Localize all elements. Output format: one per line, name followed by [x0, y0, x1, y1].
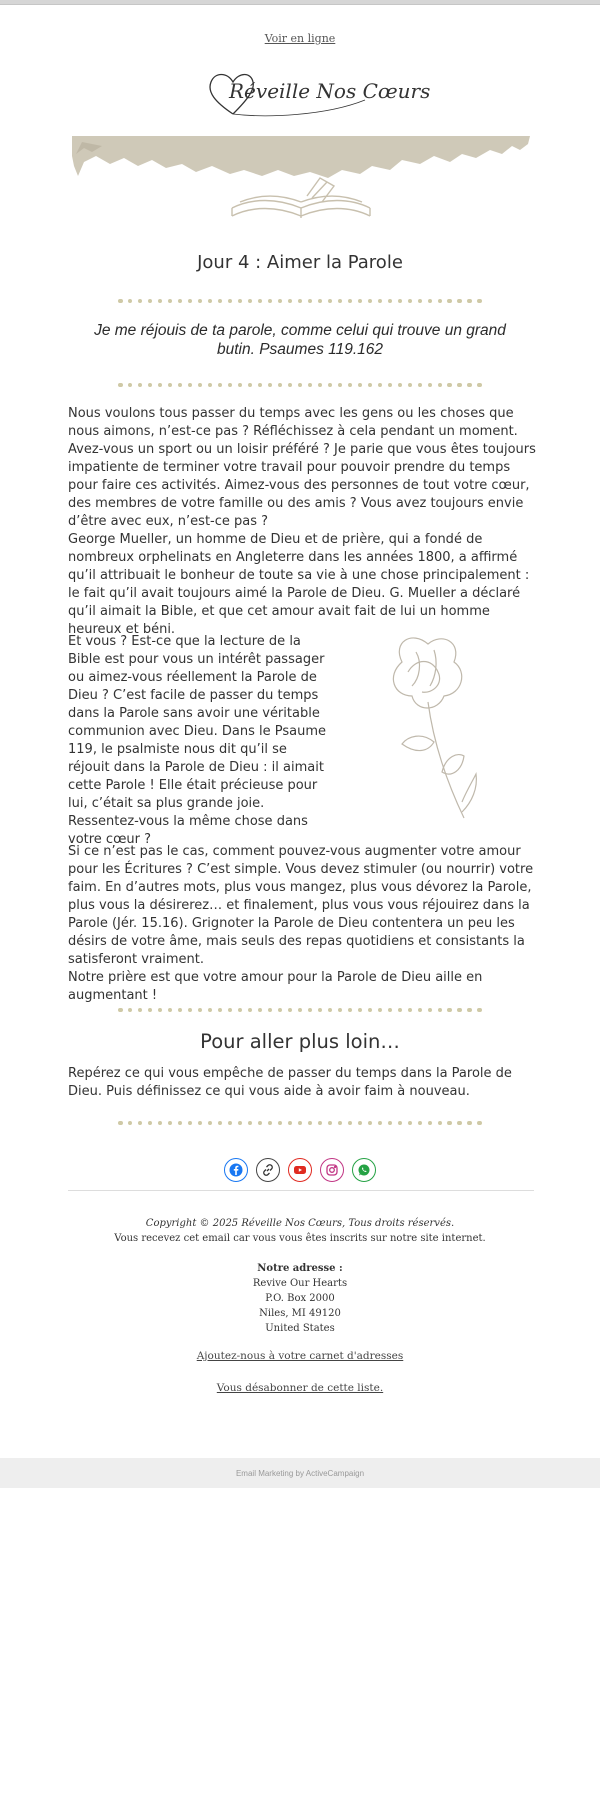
divider-dot — [447, 1008, 452, 1013]
divider-dot — [128, 1008, 133, 1013]
divider-dot — [358, 383, 363, 388]
divider-dot — [368, 383, 373, 388]
divider-dot — [258, 1008, 263, 1013]
divider-dot — [198, 1008, 203, 1013]
divider-dot — [408, 299, 413, 304]
divider-dot — [258, 299, 263, 304]
divider-dot — [428, 1121, 433, 1126]
divider-dot — [308, 299, 313, 304]
divider-dot — [338, 1121, 343, 1126]
divider-dot — [208, 1008, 213, 1013]
divider-dot — [358, 1121, 363, 1126]
divider-dot — [278, 299, 283, 304]
divider-dot — [358, 299, 363, 304]
divider-dot — [148, 1121, 153, 1126]
divider-dot — [348, 299, 353, 304]
dotted-divider — [118, 298, 482, 304]
divider-dot — [477, 383, 482, 388]
divider-dot — [368, 1121, 373, 1126]
dotted-divider — [118, 1120, 482, 1126]
divider-dot — [398, 1121, 403, 1126]
divider-dot — [318, 1008, 323, 1013]
divider-dot — [467, 299, 472, 304]
divider-dot — [467, 1121, 472, 1126]
divider-dot — [278, 383, 283, 388]
divider-dot — [138, 383, 143, 388]
instagram-icon[interactable] — [320, 1158, 344, 1182]
divider-dot — [178, 299, 183, 304]
divider-dot — [308, 1121, 313, 1126]
divider-dot — [438, 383, 443, 388]
divider-dot — [318, 299, 323, 304]
divider-dot — [228, 1008, 233, 1013]
body-paragraph-5: Notre prière est que votre amour pour la Parole de Dieu aille en augmentant ! — [68, 970, 483, 1003]
flower-illustration — [372, 632, 502, 824]
further-paragraph: Repérez ce qui vous empêche de passer du temps dans la Parole de Dieu. Puis définissez ce qui vous aide à avoir faim à nouveau. — [68, 1066, 512, 1099]
divider-dot — [128, 383, 133, 388]
divider-dot — [228, 1121, 233, 1126]
divider-dot — [158, 299, 163, 304]
divider-dot — [477, 1008, 482, 1013]
divider-dot — [398, 299, 403, 304]
body-paragraph-2: George Mueller, un homme de Dieu et de prière, qui a fondé de nombreux orphelinats en Angleterre dans les années 1800, a affirmé qu’il attribuait le bonheur de toute sa vie à une chose principalement : le fait qu’il avait toujours aimé la Parole de Dieu. G. Mueller a déclaré qu’il aimait la Bible, et que cet amour avait fait de lui un homme heureux et béni. — [68, 532, 530, 637]
divider-dot — [148, 299, 153, 304]
divider-dot — [298, 299, 303, 304]
divider-dot — [278, 1008, 283, 1013]
divider-dot — [138, 1121, 143, 1126]
add-to-address-book-link[interactable]: Ajoutez-nous à votre carnet d'adresses — [196, 1350, 404, 1362]
divider-dot — [308, 1008, 313, 1013]
divider-dot — [457, 299, 462, 304]
divider-dot — [218, 299, 223, 304]
body-paragraph-4: Si ce n’est pas le cas, comment pouvez-vous augmenter votre amour pour les Écritures ? C’est simple. Vous devez stimuler (ou nourrir) votre faim. En d’autres mots, plus vous mangez, plus vous dévorez la Parole, plus vous la désirerez… et finalement, plus vous vous réjouirez dans la Parole (Jér. 15.16). Grignoter la Parole de Dieu contentera un peu les désirs de votre âme, mais seuls des repas quotidiens et consistants la satisferont vraiment. — [68, 844, 534, 967]
divider-dot — [188, 1121, 193, 1126]
divider-dot — [418, 383, 423, 388]
address-line: Niles, MI 49120 — [259, 1308, 341, 1319]
logo[interactable] — [205, 62, 431, 122]
divider-dot — [118, 1121, 123, 1126]
divider-dot — [168, 1008, 173, 1013]
divider-dot — [348, 1008, 353, 1013]
divider-dot — [338, 1008, 343, 1013]
divider-dot — [168, 299, 173, 304]
social-links — [0, 1158, 600, 1182]
facebook-icon[interactable] — [224, 1158, 248, 1182]
divider-dot — [398, 383, 403, 388]
divider-dot — [368, 299, 373, 304]
divider-dot — [188, 1008, 193, 1013]
divider-dot — [328, 299, 333, 304]
address-label: Notre adresse : — [257, 1263, 343, 1274]
divider-dot — [447, 383, 452, 388]
divider-dot — [158, 1121, 163, 1126]
divider-dot — [178, 383, 183, 388]
divider-dot — [348, 1121, 353, 1126]
address-line: P.O. Box 2000 — [265, 1293, 335, 1304]
divider-dot — [388, 1121, 393, 1126]
divider-dot — [388, 383, 393, 388]
footer-copyright: Copyright © 2025 Réveille Nos Cœurs, Tous droits réservés. — [145, 1218, 455, 1229]
divider-dot — [228, 299, 233, 304]
divider-dot — [238, 299, 243, 304]
divider-dot — [298, 383, 303, 388]
divider-dot — [318, 383, 323, 388]
divider-dot — [168, 383, 173, 388]
divider-dot — [378, 383, 383, 388]
divider-dot — [228, 383, 233, 388]
divider-dot — [398, 1008, 403, 1013]
divider-dot — [418, 1008, 423, 1013]
divider-dot — [248, 383, 253, 388]
divider-dot — [118, 1008, 123, 1013]
divider-dot — [378, 1121, 383, 1126]
divider-dot — [408, 1008, 413, 1013]
dotted-divider — [118, 382, 482, 388]
divider-dot — [248, 1008, 253, 1013]
top-border — [0, 0, 600, 5]
divider-dot — [338, 299, 343, 304]
divider-dot — [218, 1008, 223, 1013]
divider-dot — [408, 383, 413, 388]
divider-dot — [198, 383, 203, 388]
divider-dot — [358, 1008, 363, 1013]
divider-dot — [128, 299, 133, 304]
footer-reason: Vous recevez cet email car vous vous êtes inscrits sur notre site internet. — [114, 1233, 486, 1244]
link-icon[interactable] — [256, 1158, 280, 1182]
divider-dot — [238, 1121, 243, 1126]
divider-dot — [188, 383, 193, 388]
header-banner-illustration — [72, 136, 530, 226]
divider-dot — [268, 299, 273, 304]
divider-dot — [128, 1121, 133, 1126]
divider-dot — [208, 1121, 213, 1126]
divider-dot — [258, 383, 263, 388]
divider-dot — [148, 1008, 153, 1013]
page-title: Jour 4 : Aimer la Parole — [197, 252, 403, 273]
divider-dot — [477, 1121, 482, 1126]
divider-dot — [457, 383, 462, 388]
divider-dot — [168, 1121, 173, 1126]
divider-dot — [208, 299, 213, 304]
divider-dot — [238, 1008, 243, 1013]
divider-dot — [328, 1008, 333, 1013]
divider-dot — [288, 1008, 293, 1013]
divider-dot — [188, 299, 193, 304]
divider-dot — [158, 383, 163, 388]
divider-dot — [348, 383, 353, 388]
divider-dot — [158, 1008, 163, 1013]
address-line: United States — [265, 1323, 335, 1334]
divider-dot — [438, 1008, 443, 1013]
youtube-icon[interactable] — [288, 1158, 312, 1182]
scripture-verse: Je me réjouis de ta parole, comme celui qui trouve un grand butin. Psaumes 119.162 — [94, 322, 506, 358]
divider-dot — [208, 383, 213, 388]
divider-dot — [178, 1121, 183, 1126]
divider-dot — [477, 299, 482, 304]
divider-dot — [447, 1121, 452, 1126]
divider-dot — [418, 299, 423, 304]
divider-dot — [198, 1121, 203, 1126]
divider-dot — [318, 1121, 323, 1126]
divider-dot — [298, 1008, 303, 1013]
divider-dot — [238, 383, 243, 388]
divider-dot — [457, 1121, 462, 1126]
address-line: Revive Our Hearts — [252, 1278, 348, 1289]
divider-dot — [388, 299, 393, 304]
view-online-link[interactable]: Voir en ligne — [264, 32, 336, 45]
divider-dot — [428, 383, 433, 388]
divider-dot — [428, 299, 433, 304]
section-title: Pour aller plus loin… — [200, 1030, 400, 1053]
divider-dot — [288, 299, 293, 304]
divider-dot — [298, 1121, 303, 1126]
divider-dot — [408, 1121, 413, 1126]
divider-dot — [268, 1121, 273, 1126]
divider-dot — [388, 1008, 393, 1013]
divider-dot — [138, 1008, 143, 1013]
divider-dot — [218, 1121, 223, 1126]
divider-dot — [438, 299, 443, 304]
logo-text: Réveille Nos Cœurs — [229, 79, 431, 103]
divider-dot — [248, 299, 253, 304]
divider-dot — [118, 299, 123, 304]
divider-dot — [268, 383, 273, 388]
whatsapp-icon[interactable] — [352, 1158, 376, 1182]
body-paragraph-3: Et vous ? Est-ce que la lecture de la Bible est pour vous un intérêt passager ou aimez-vous réellement la Parole de Dieu ? C’est facile de passer du temps dans la Parole sans avoir une véritable communion avec Dieu. Dans le Psaume 119, le psalmiste nous dit qu’il se réjouit dans la Parole de Dieu : il aimait cette Parole ! Elle était précieuse pour lui, c’était sa plus grande joie. Ressentez-vous la même chose dans votre cœur ? — [68, 634, 327, 847]
divider-dot — [378, 299, 383, 304]
unsubscribe-link[interactable]: Vous désabonner de cette liste. — [216, 1382, 384, 1394]
divider-dot — [378, 1008, 383, 1013]
divider-dot — [178, 1008, 183, 1013]
divider-dot — [218, 383, 223, 388]
divider-dot — [467, 383, 472, 388]
divider-dot — [428, 1008, 433, 1013]
footer-divider — [68, 1190, 534, 1191]
divider-dot — [457, 1008, 462, 1013]
divider-dot — [447, 299, 452, 304]
divider-dot — [148, 383, 153, 388]
divider-dot — [418, 1121, 423, 1126]
powered-by-link[interactable]: Email Marketing by ActiveCampaign — [235, 1468, 365, 1478]
divider-dot — [278, 1121, 283, 1126]
open-book-icon — [232, 178, 370, 218]
divider-dot — [368, 1008, 373, 1013]
divider-dot — [198, 299, 203, 304]
dotted-divider — [118, 1007, 482, 1013]
divider-dot — [338, 383, 343, 388]
divider-dot — [248, 1121, 253, 1126]
divider-dot — [258, 1121, 263, 1126]
divider-dot — [328, 383, 333, 388]
divider-dot — [268, 1008, 273, 1013]
body-paragraph-1: Nous voulons tous passer du temps avec les gens ou les choses que nous aimons, n’est-ce pas ? Réfléchissez à cela pendant un moment. Avez-vous un sport ou un loisir préféré ? Je parie que vous êtes toujours impatiente de terminer votre travail pour pouvoir prendre du temps pour faire ces activités. Aimez-vous des personnes de tout votre cœur, des membres de votre famille ou des amis ? Vous avez toujours envie d’être avec eux, n’est-ce pas ? — [68, 406, 536, 529]
divider-dot — [118, 383, 123, 388]
divider-dot — [438, 1121, 443, 1126]
powered-by-bar — [0, 1458, 600, 1488]
divider-dot — [288, 383, 293, 388]
divider-dot — [308, 383, 313, 388]
divider-dot — [288, 1121, 293, 1126]
divider-dot — [467, 1008, 472, 1013]
divider-dot — [328, 1121, 333, 1126]
divider-dot — [138, 299, 143, 304]
